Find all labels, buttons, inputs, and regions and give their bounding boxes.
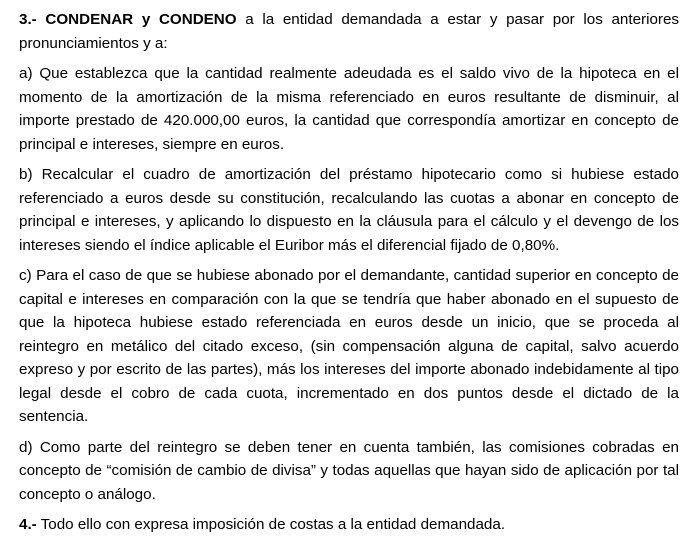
section-3-paragraph — [19, 8, 679, 55]
section-4-heading: 4.- — [19, 516, 37, 533]
section-3-text: a la entidad demandada a estar y pasar por los anteriores pronunciamientos y a: — [19, 11, 679, 52]
item-c-paragraph: c) Para el caso de que se hubiese abonado por el demandante, cantidad superior en concepto de capital e intereses en comparación con la que se tendría que haber abonado en el supuesto de que la hipoteca hubiese estado referenciada en euros desde un inicio, que se proceda al reintegro en metálico del citado exceso, (sin compensación alguna de capital, salvo acuerdo expreso y por escrito de las partes), más los intereses del importe abonado indebidamente al tipo legal desde el cobro de cada cuota, incrementado en dos puntos desde el dictado de la sentencia. — [19, 267, 679, 425]
paragraph-spacer — [19, 506, 679, 513]
section-4-paragraph — [19, 513, 679, 537]
paragraph-spacer — [19, 55, 679, 62]
item-b-paragraph: b) Recalcular el cuadro de amortización del préstamo hipotecario como si hubiese estado referenciado a euros desde su constitución, recalculando las cuotas a abonar en concepto de principal e intereses, y aplicando lo dispuesto en la cláusula para el cálculo y el devengo de los intereses siendo el índice aplicable el Euribor más el diferencial fijado de 0,80%. — [19, 166, 679, 254]
item-a-paragraph: a) Que establezca que la cantidad realmente adeudada es el saldo vivo de la hipoteca en el momento de la amortización de la misma referenciado en euros resultante de disminuir, al importe prestado de 420.000,00 euros, la cantidad que correspondía amortizar en concepto de principal e intereses, siempre en euros. — [19, 65, 679, 153]
paragraph-spacer — [19, 429, 679, 436]
paragraph-spacer — [19, 156, 679, 163]
paragraph-spacer — [19, 257, 679, 264]
section-4-text: Todo ello con expresa imposición de costas a la entidad demandada. — [36, 516, 506, 533]
section-3-heading: 3.- CONDENAR y CONDENO — [19, 11, 237, 28]
item-d-paragraph: d) Como parte del reintegro se deben tener en cuenta también, las comisiones cobradas en concepto de “comisión de cambio de divisa” y todas aquellas que hayan sido de aplicación por tal concepto o análogo. — [19, 438, 679, 503]
document-body — [19, 8, 679, 537]
